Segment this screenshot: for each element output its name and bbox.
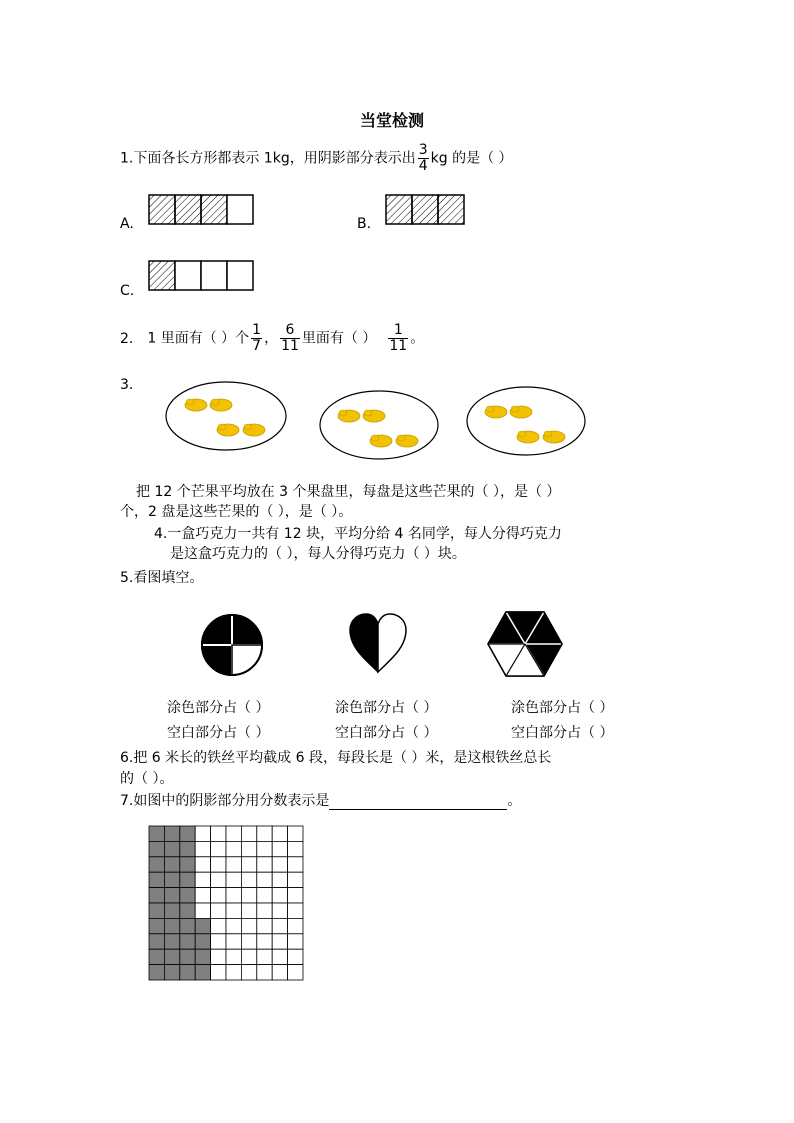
grid-cell-shaded <box>180 888 195 903</box>
circle-shaded-label: 涂色部分占（ ） <box>167 700 270 716</box>
grid-cell <box>257 903 272 918</box>
grid-cell-shaded <box>195 965 210 980</box>
q2-f1-den: 7 <box>252 338 262 354</box>
grid-cell <box>241 857 256 872</box>
grid-cell-shaded <box>164 918 179 933</box>
mango-icon <box>243 424 265 436</box>
grid-cell <box>272 965 287 980</box>
grid-cell <box>211 888 226 903</box>
mango-icon <box>217 424 239 436</box>
fruit-plate <box>467 387 585 455</box>
grid-cell <box>195 888 210 903</box>
q1-prefix: 1.下面各长方形都表示 1kg，用阴影部分表示出 <box>120 150 416 167</box>
grid-cell <box>226 826 241 841</box>
q2-part1: 1 里面有（ ）个 <box>147 330 250 347</box>
grid-cell <box>226 857 241 872</box>
q2-f3-num: 1 <box>388 323 408 339</box>
grid-cell <box>288 841 303 856</box>
half-heart-figure <box>348 612 408 674</box>
q7-text: 7.如图中的阴影部分用分数表示是 <box>120 793 330 809</box>
heart-shaded-label: 涂色部分占（ ） <box>335 700 438 716</box>
grid-cell <box>226 888 241 903</box>
grid-cell-shaded <box>149 918 164 933</box>
grid-cell <box>288 826 303 841</box>
grid-cell-shaded <box>180 934 195 949</box>
q2-fraction-1 <box>251 323 262 354</box>
grid-cell-shaded <box>180 841 195 856</box>
question-7 <box>120 790 521 810</box>
option-c-rectangle <box>148 260 252 291</box>
empty-cell <box>201 261 227 290</box>
grid-cell <box>211 949 226 964</box>
grid-cell <box>226 965 241 980</box>
empty-cell <box>175 261 201 290</box>
mango-icon <box>363 410 385 422</box>
grid-cell <box>288 918 303 933</box>
grid-cell <box>288 934 303 949</box>
grid-cell <box>195 826 210 841</box>
grid-cell-shaded <box>149 888 164 903</box>
grid-cell-shaded <box>195 949 210 964</box>
grid-cell <box>241 841 256 856</box>
grid-cell <box>241 934 256 949</box>
option-a-label: A. <box>120 216 134 232</box>
q2-fraction-2 <box>280 323 300 354</box>
grid-cell-shaded <box>180 857 195 872</box>
quartered-circle-figure <box>199 612 265 678</box>
grid-cell <box>211 934 226 949</box>
grid-cell-shaded <box>180 949 195 964</box>
grid-cell <box>241 872 256 887</box>
grid-cell-shaded <box>180 903 195 918</box>
mango-plates <box>160 378 590 468</box>
grid-cell-shaded <box>149 965 164 980</box>
grid-cell <box>272 857 287 872</box>
grid-cell-shaded <box>164 934 179 949</box>
grid-cell <box>272 841 287 856</box>
q1-frac-num: 3 <box>418 142 428 158</box>
grid-cell <box>288 903 303 918</box>
grid-cell-shaded <box>149 949 164 964</box>
grid-cell <box>257 965 272 980</box>
grid-cell-shaded <box>180 918 195 933</box>
fruit-plate <box>320 391 438 459</box>
grid-cell <box>288 857 303 872</box>
grid-cell <box>226 949 241 964</box>
option-b-rectangle <box>385 194 465 225</box>
grid-cell <box>257 857 272 872</box>
option-b-label: B. <box>357 216 372 232</box>
grid-cell <box>257 826 272 841</box>
mango-icon <box>210 399 232 411</box>
mango-icon <box>517 431 539 443</box>
q2-sep: ， <box>264 330 279 347</box>
q2-number: 2. <box>120 330 134 347</box>
mango-icon <box>185 399 207 411</box>
grid-cell <box>272 903 287 918</box>
grid-cell <box>241 903 256 918</box>
hatched-cell <box>386 195 412 224</box>
q1-fraction <box>418 143 429 174</box>
mango-icon <box>485 406 507 418</box>
page-title: 当堂检测 <box>360 111 425 130</box>
grid-cell <box>272 949 287 964</box>
grid-cell <box>211 826 226 841</box>
question-1 <box>120 143 513 174</box>
grid-cell <box>272 888 287 903</box>
grid-cell-shaded <box>164 949 179 964</box>
grid-cell-shaded <box>149 872 164 887</box>
option-a-rectangle <box>148 194 252 225</box>
q2-f3-den: 11 <box>389 338 408 354</box>
grid-cell <box>272 934 287 949</box>
grid-cell <box>195 903 210 918</box>
q3-line-2: 个，2 盘是这些芒果的（ ），是（ ）。 <box>120 504 353 520</box>
q7-end: 。 <box>507 793 522 809</box>
hatched-cell <box>175 195 201 224</box>
grid-cell <box>195 872 210 887</box>
hatched-cell <box>149 195 175 224</box>
empty-cell <box>227 261 253 290</box>
grid-cell-shaded <box>164 857 179 872</box>
grid-cell <box>257 888 272 903</box>
grid-cell <box>257 934 272 949</box>
q6-line-1: 6.把 6 米长的铁丝平均截成 6 段，每段长是（ ）米，是这根铁丝总长 <box>120 750 552 766</box>
grid-cell-shaded <box>164 872 179 887</box>
grid-cell <box>226 841 241 856</box>
question-2 <box>120 323 424 354</box>
grid-cell-shaded <box>149 857 164 872</box>
q2-part2: 里面有（ ） <box>301 330 377 347</box>
empty-cell <box>227 195 253 224</box>
grid-cell <box>226 934 241 949</box>
grid-cell-shaded <box>180 826 195 841</box>
grid-cell-shaded <box>195 918 210 933</box>
hatched-cell <box>412 195 438 224</box>
q4-line-1: 4.一盒巧克力一共有 12 块，平均分给 4 名同学，每人分得巧克力 <box>154 526 562 542</box>
grid-cell <box>288 888 303 903</box>
grid-cell <box>241 918 256 933</box>
grid-cell-shaded <box>164 965 179 980</box>
mango-icon <box>510 406 532 418</box>
grid-cell <box>211 918 226 933</box>
hexagon-shaded-label: 涂色部分占（ ） <box>511 700 614 716</box>
hexagon-blank-label: 空白部分占（ ） <box>511 725 614 741</box>
grid-cell-shaded <box>149 934 164 949</box>
hundred-grid <box>148 825 304 981</box>
grid-cell <box>272 826 287 841</box>
hatched-cell <box>201 195 227 224</box>
mango-icon <box>370 435 392 447</box>
grid-cell-shaded <box>180 965 195 980</box>
grid-cell-shaded <box>164 841 179 856</box>
q3-line-1: 把 12 个芒果平均放在 3 个果盘里，每盘是这些芒果的（ ），是（ ） <box>136 484 561 500</box>
grid-cell-shaded <box>149 903 164 918</box>
grid-cell-shaded <box>149 826 164 841</box>
q1-frac-den: 4 <box>418 158 428 174</box>
option-c-label: C. <box>120 283 135 299</box>
grid-cell <box>211 903 226 918</box>
grid-cell <box>257 872 272 887</box>
q5-heading: 5.看图填空。 <box>120 570 204 586</box>
grid-cell <box>226 872 241 887</box>
grid-cell <box>226 903 241 918</box>
q2-end: 。 <box>410 330 425 347</box>
grid-cell <box>288 949 303 964</box>
q2-f1-num: 1 <box>252 322 262 338</box>
q3-number: 3. <box>120 377 134 393</box>
q2-f2-num: 6 <box>280 323 300 339</box>
grid-cell <box>257 918 272 933</box>
grid-cell <box>288 965 303 980</box>
grid-cell <box>241 949 256 964</box>
grid-cell-shaded <box>164 888 179 903</box>
fruit-plate <box>166 382 286 450</box>
q7-answer-blank[interactable] <box>329 795 507 810</box>
q2-f2-den: 11 <box>281 338 299 354</box>
mango-icon <box>396 435 418 447</box>
mango-icon <box>543 431 565 443</box>
grid-cell-shaded <box>180 872 195 887</box>
q4-line-2: 是这盒巧克力的（ ），每人分得巧克力（ ）块。 <box>170 546 466 562</box>
grid-cell-shaded <box>164 903 179 918</box>
grid-cell <box>241 826 256 841</box>
grid-cell <box>211 857 226 872</box>
grid-cell <box>288 872 303 887</box>
grid-cell <box>272 872 287 887</box>
grid-cell <box>226 918 241 933</box>
grid-cell <box>195 841 210 856</box>
q1-suffix: kg 的是（ ） <box>430 150 513 167</box>
q2-fraction-3 <box>388 323 408 354</box>
grid-cell <box>241 965 256 980</box>
grid-cell <box>211 872 226 887</box>
q6-line-2: 的（ ）。 <box>120 771 174 787</box>
hatched-cell <box>438 195 464 224</box>
grid-cell <box>257 841 272 856</box>
grid-cell <box>211 965 226 980</box>
hexagon-figure <box>487 610 563 678</box>
circle-blank-label: 空白部分占（ ） <box>167 725 270 741</box>
hatched-cell <box>149 261 175 290</box>
mango-icon <box>338 410 360 422</box>
grid-cell-shaded <box>149 841 164 856</box>
grid-cell-shaded <box>164 826 179 841</box>
grid-cell <box>211 841 226 856</box>
grid-cell <box>257 949 272 964</box>
grid-cell <box>241 888 256 903</box>
grid-cell <box>272 918 287 933</box>
heart-blank-label: 空白部分占（ ） <box>335 725 438 741</box>
grid-cell <box>195 857 210 872</box>
grid-cell-shaded <box>195 934 210 949</box>
